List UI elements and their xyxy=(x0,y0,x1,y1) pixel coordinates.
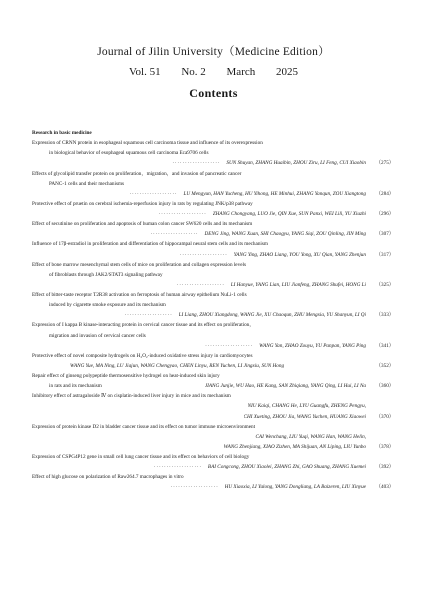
issue-year: 2025 xyxy=(276,66,298,78)
article-title-line: Influence of 17β‐estradiol in proliferation and differentiation of hippocampal neural stem cells and its mechanism xyxy=(32,241,268,248)
page-number: （392） xyxy=(375,464,394,471)
article-title-line: Repair effect of ginseng polypeptide thermosensitive hydrogel on heat‐induced skin injury xyxy=(32,373,220,379)
page-number: （296） xyxy=(375,211,394,217)
article-title-line: PANC‐1 cells and their mechanisms xyxy=(49,180,125,187)
issue-line xyxy=(0,66,427,78)
page-number: （325） xyxy=(375,281,394,288)
toc-entry xyxy=(32,219,394,239)
author-line xyxy=(32,381,394,391)
leader-dots: ··················· xyxy=(176,281,225,288)
authors: NIU Kaiqi, CHANG He, LYU Guangfu, ZHENG Pengyu, xyxy=(247,403,366,410)
toc-entry xyxy=(32,239,394,259)
article-title-line: Expression of CRNN protein in esophageal squamous cell carcinoma tissue and influence of its overexpression xyxy=(32,140,263,147)
authors: DENG Jing, WANG Xuan, SHI Chaogyu, YANG Siqi, ZOU Qinling, JIN Ming xyxy=(204,231,366,238)
volume: Vol. 51 xyxy=(128,66,161,78)
article-title-line: Effect of bitter‐taste receptor T2R38 activation on ferroptosis of human airway epithelium NuLi‐1 cells xyxy=(32,292,247,298)
issue-month: March xyxy=(226,66,256,78)
page-number: （370） xyxy=(375,413,394,420)
toc-entry xyxy=(32,290,394,320)
page-number: （333） xyxy=(375,312,394,319)
article-title-line: Expression of CSPG4P12 gene in small cell lung cancer tissue and its effect on behaviors of cell biology xyxy=(32,454,250,460)
author-line xyxy=(32,462,394,472)
authors: CHI Xueting, ZHOU Jia, WANG Yuchen, HUANG Xiaowei xyxy=(243,413,366,420)
page-number: （275） xyxy=(375,160,394,167)
authors: YANG Ying, ZHAO Liang, YOU Yong, XU Qian, YANG Zhenjun xyxy=(233,251,366,258)
page-number: （317） xyxy=(375,251,394,258)
toc-entry xyxy=(32,351,394,371)
author-line xyxy=(32,280,394,290)
contents-heading: Contents xyxy=(189,86,238,100)
page-number: （341） xyxy=(375,342,394,349)
article-title-line: Effect of secutinine on proliferation and apoptosis of human colon cancer SW620 cells and its mechanism xyxy=(32,221,253,228)
authors: JIANG Junjie, WU Hao, HE Kang, SAN Zhiqiang, YANG Qing, LI Hui, LI Na xyxy=(204,383,366,390)
journal-title: Journal of Jilin University（Medicine Edition） xyxy=(97,46,330,58)
leader-dots: ··················· xyxy=(172,160,221,167)
author-line xyxy=(32,401,394,411)
author-line xyxy=(32,412,394,422)
page-number: （307） xyxy=(375,231,394,238)
leader-dots: ··················· xyxy=(153,464,202,471)
authors: LU Mengyun, HAN Yucheng, HU Yihong, HE Minhui, ZHANG Yanqun, ZOU Xiangtong xyxy=(183,190,366,197)
author-line xyxy=(32,432,394,442)
author-line xyxy=(32,341,394,351)
author-line xyxy=(32,310,394,320)
article-title-line: Expression of protein kinase D2 in bladder cancer tissue and its effect on tumor immune microenvironment xyxy=(32,423,256,430)
author-line xyxy=(32,209,394,219)
leader-dots: ··················· xyxy=(179,251,228,258)
leader-dots: ··················· xyxy=(150,231,199,238)
section-heading: Research in basic medicine xyxy=(32,130,92,136)
leader-dots: ··················· xyxy=(124,312,173,319)
authors: WANG Zhenjiang, XIAO Zizhen, MA Shijuan, AN Liping, LIU Yunbo xyxy=(223,443,366,450)
leader-dots: ··················· xyxy=(129,190,178,197)
authors: SUN Shuyan, ZHANG Huaibin, ZHOU Ziru, LI Feng, CUI Xiaobin xyxy=(226,160,366,167)
page-number: （352） xyxy=(375,362,394,369)
authors: WANG Yan, ZHAO Zouyu, YU Panpan, YANG Ping xyxy=(259,342,366,349)
table-of-contents xyxy=(32,128,394,493)
article-title-line: Protective effect of pruetin on cerebral ischemia‐reperfusion injury in rats by regulating JNK/p38 pathway xyxy=(32,200,253,207)
leader-dots: ··················· xyxy=(205,342,254,349)
toc-entry xyxy=(32,199,394,219)
toc-entry xyxy=(32,138,394,168)
author-line xyxy=(32,442,394,452)
author-line xyxy=(32,482,394,492)
toc-entry xyxy=(32,472,394,492)
page-number: （378） xyxy=(375,443,394,450)
page-number: （284） xyxy=(375,190,394,197)
authors: LI Liang, ZHOU Xiangdong, WANG Jie, XU Chaoqun, ZHU Mengxia, YU Shanyun, LI Qi xyxy=(178,312,366,319)
page-number: （360） xyxy=(375,383,394,390)
authors: ZHANG Chongyang, LUO Jie, QIN Xue, SUN Panxi, WEI Lili, YU Xiuzhi xyxy=(212,211,366,217)
article-title-line: in rats and its mechanism xyxy=(49,383,102,390)
article-title-line: Effect of bone marrow mesenchymal stem cells of mice on proliferation and collagen expression levels xyxy=(32,261,246,268)
leader-dots: ··················· xyxy=(170,484,219,491)
toc-entry xyxy=(32,320,394,350)
article-title-line: of fibroblasts through JAK2/STAT3 signaling pathway xyxy=(49,271,163,278)
toc-entry xyxy=(32,260,394,290)
article-title-line: Effects of glycolipid transfer protein on proliferation，migration，and invasion of pancreatic cancer xyxy=(32,170,242,177)
authors: WANG Yue, MA Ning, LU Jiajun, WANG Chengyao, CHEN Linyu, REN Yuchen, LI Jingxiu, SUN Hong xyxy=(70,362,285,369)
author-line xyxy=(32,250,394,260)
authors: LI Hanyue, YANG Lian, LIU Jianfeng, ZHANG Shufei, HONG Li xyxy=(230,281,366,288)
article-title-line: migration and invasion of cervical cancer cells xyxy=(49,332,146,339)
author-line xyxy=(32,189,394,199)
article-title-line: Expression of I kappa B kinase‐interacting protein in cervical cancer tissue and its effect on proliferation， xyxy=(32,322,255,329)
toc-entry xyxy=(32,452,394,472)
page-number: （403） xyxy=(375,484,394,491)
toc-entry xyxy=(32,169,394,199)
article-title-line: Inhibitory effect of astragaloside Ⅳ on cisplatin‐induced liver injury in mice and its mechanism xyxy=(32,393,231,400)
author-line xyxy=(32,229,394,239)
article-title-line: in biological behavior of esophageal squamous cell carcinoma Eca9706 cells xyxy=(49,150,209,157)
authors: CAI Wenchang, LIU Yuqi, WANG Han, WANG Helin, xyxy=(255,433,366,440)
article-title-line: Effect of high glucose on polarization of Raw264.7 macrophages in vitro xyxy=(32,474,184,481)
article-title-line: induced by cigarette smoke exposure and its mechanism xyxy=(49,302,166,309)
authors: BAI Congcong, ZHOU Xiaolei, ZHANG Zhi, GAO Shuang, ZHANG Xuemei xyxy=(207,464,366,471)
leader-dots: ··················· xyxy=(158,211,207,217)
issue-number: No. 2 xyxy=(181,66,206,78)
authors: HU Xiaoxia, LI Yalong, YANG Dongliang, LA Baizeren, LIU Xinyue xyxy=(224,484,366,491)
toc-entry xyxy=(32,391,394,421)
article-title-line: Protective effect of novel composite hydrogels on H₂O₂‐induced oxidative stress injury in cardiomyocytes xyxy=(32,352,253,359)
toc-entry xyxy=(32,422,394,452)
author-line xyxy=(32,361,394,371)
toc-entry xyxy=(32,371,394,391)
author-line xyxy=(32,158,394,168)
